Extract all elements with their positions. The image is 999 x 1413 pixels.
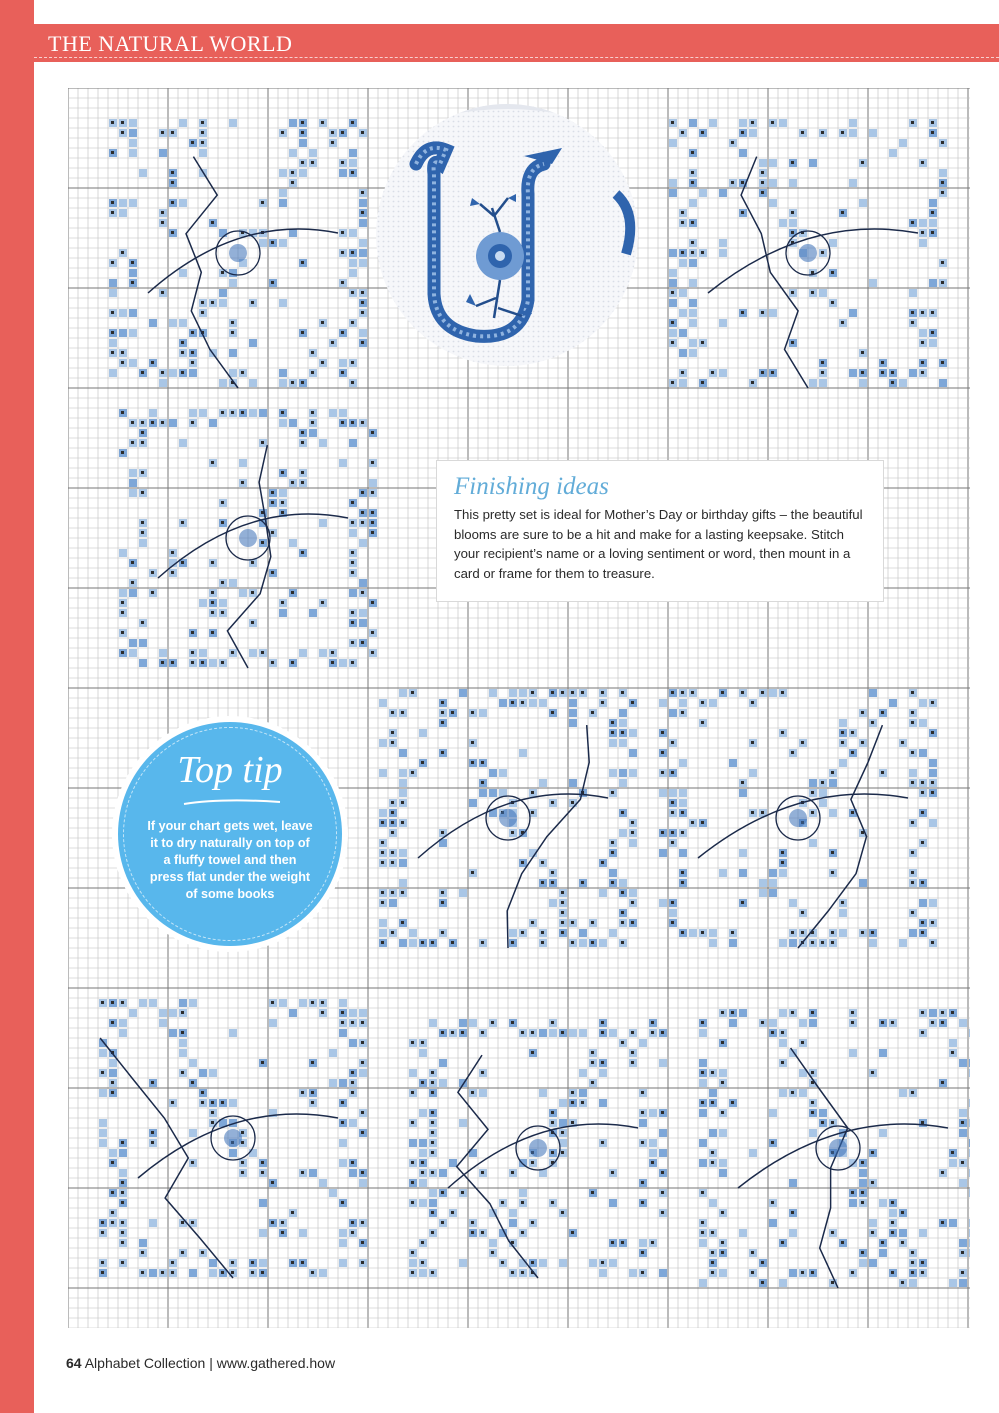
finishing-ideas-text: This pretty set is ideal for Mother’s Day or birthday gifts – the beautiful blooms are sure to be a hit and make for a lasting keepsake. Stitch your recipient’s name or a loving sentiment or word, then mount in a card or frame for them to treasure. bbox=[454, 507, 863, 581]
section-title: THE NATURAL WORLD bbox=[48, 31, 293, 56]
finishing-ideas-title: Finishing ideas bbox=[454, 473, 609, 500]
page-number: 64 bbox=[66, 1355, 82, 1371]
top-tip-circle bbox=[118, 722, 342, 946]
page-footer bbox=[66, 1355, 335, 1371]
motif-x bbox=[99, 999, 367, 1278]
swash-underline bbox=[182, 796, 282, 808]
finishing-ideas-box bbox=[436, 460, 884, 602]
motif-z bbox=[699, 1009, 970, 1288]
magazine-name: Alphabet Collection bbox=[84, 1355, 206, 1371]
top-tip-badge bbox=[112, 716, 348, 952]
header-bar bbox=[34, 24, 999, 62]
stitched-letter-photo bbox=[376, 104, 638, 366]
website-url: www.gathered.how bbox=[216, 1355, 336, 1371]
left-accent-stripe bbox=[0, 0, 34, 1413]
stitched-sample-image bbox=[376, 104, 638, 366]
footer-separator: | bbox=[209, 1355, 213, 1371]
top-tip-title: Top tip bbox=[177, 749, 283, 791]
top-tip-text: If your chart gets wet, leave it to dry naturally on top of a fluffy towel and then press flat under the weight of some books bbox=[147, 819, 313, 901]
